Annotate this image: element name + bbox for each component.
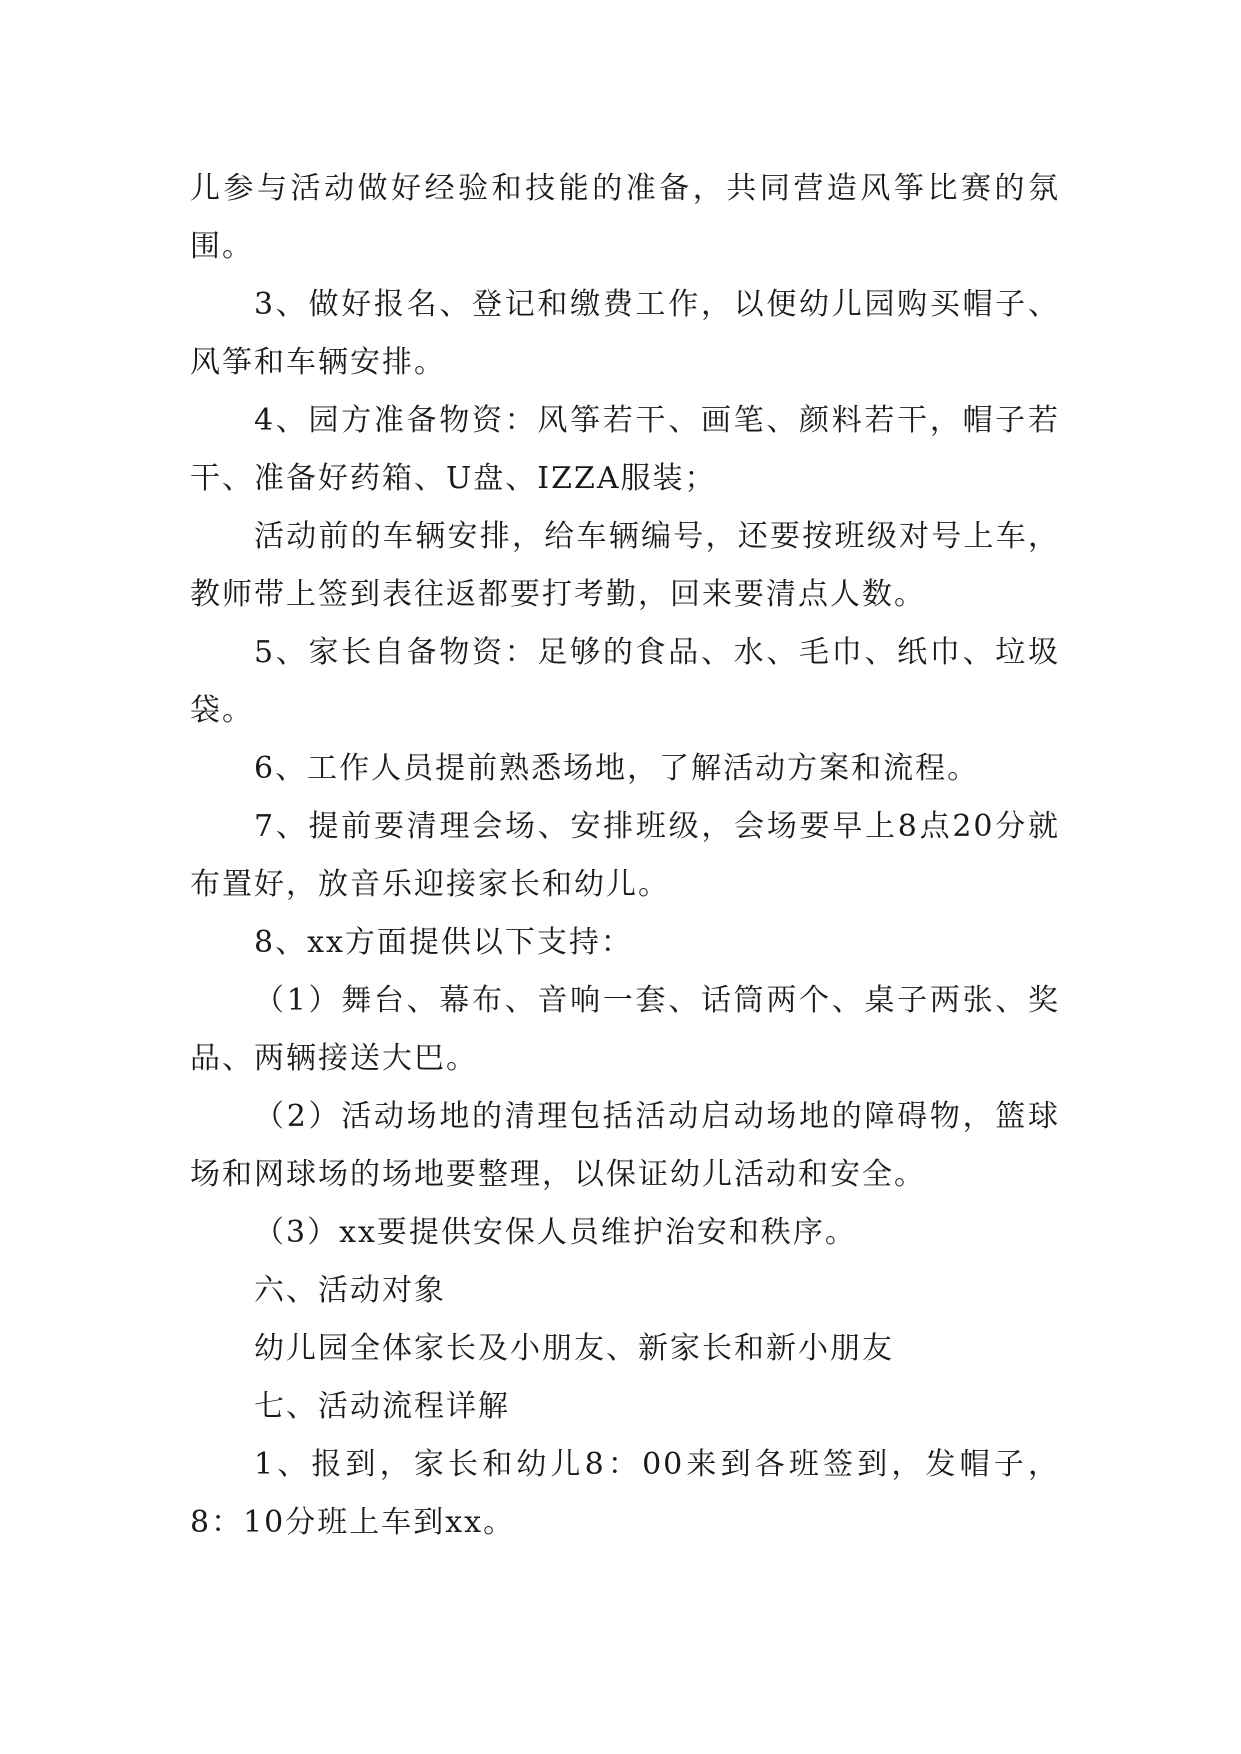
paragraph-item-4: 4、园方准备物资：风筝若干、画笔、颜料若干，帽子若干、准备好药箱、U盘、IZZA服装； [190, 403, 1060, 496]
paragraph-flow-item-1: 1、报到，家长和幼儿8：00来到各班签到，发帽子，8：10分班上车到xx。 [190, 1447, 1060, 1540]
paragraph-continuation: 儿参与活动做好经验和技能的准备，共同营造风筝比赛的氛围。 [190, 171, 1060, 264]
document-body [190, 160, 1060, 1552]
paragraph-item-3: 3、做好报名、登记和缴费工作，以便幼儿园购买帽子、风筝和车辆安排。 [190, 287, 1060, 380]
paragraph-item-7: 7、提前要清理会场、安排班级，会场要早上8点20分就布置好，放音乐迎接家长和幼儿。 [190, 809, 1060, 902]
paragraph-sub-item-3: （3）xx要提供安保人员维护治安和秩序。 [254, 1215, 857, 1250]
paragraph-vehicle-arrangement: 活动前的车辆安排，给车辆编号，还要按班级对号上车，教师带上签到表往返都要打考勤，回来要清点人数。 [190, 519, 1060, 612]
paragraph-item-6: 6、工作人员提前熟悉场地，了解活动方案和流程。 [254, 751, 980, 786]
section-heading-seven: 七、活动流程详解 [254, 1389, 510, 1424]
paragraph-sub-item-1: （1）舞台、幕布、音响一套、话筒两个、桌子两张、奖品、两辆接送大巴。 [190, 983, 1060, 1076]
paragraph-item-5: 5、家长自备物资：足够的食品、水、毛巾、纸巾、垃圾袋。 [190, 635, 1060, 728]
paragraph-item-8: 8、xx方面提供以下支持： [254, 925, 633, 960]
paragraph-sub-item-2: （2）活动场地的清理包括活动启动场地的障碍物，篮球场和网球场的场地要整理，以保证幼儿活动和安全。 [190, 1099, 1060, 1192]
paragraph-audience: 幼儿园全体家长及小朋友、新家长和新小朋友 [254, 1331, 894, 1366]
section-heading-six: 六、活动对象 [254, 1273, 446, 1308]
